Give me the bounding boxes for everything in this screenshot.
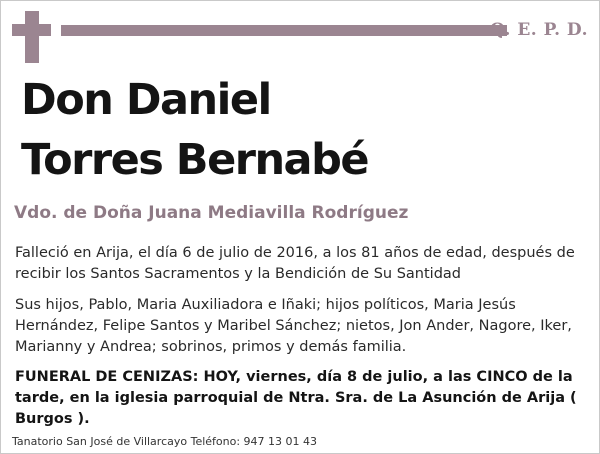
funeral-home-footer: Tanatorio San José de Villarcayo Teléfono: 947 13 01 43 bbox=[12, 435, 318, 448]
deceased-name-line1: Don Daniel bbox=[21, 75, 271, 125]
deceased-name-line2: Torres Bernabé bbox=[21, 135, 369, 185]
widow-of-subtitle: Vdo. de Doña Juana Mediavilla Rodríguez bbox=[14, 203, 409, 223]
qepd-label: Q. E. P. D. bbox=[490, 20, 588, 40]
cross-icon bbox=[25, 11, 39, 63]
header-rule bbox=[61, 25, 507, 36]
family-paragraph: Sus hijos, Pablo, Maria Auxiliadora e Iñaki; hijos políticos, Maria Jesús Hernández, Felipe Santos y Maribel Sánchez; nietos, Jon Ander, Nagore, Iker, Marianny y Andrea; sobrinos, primos y demás familia. bbox=[15, 297, 572, 355]
cross-icon-bar bbox=[12, 24, 51, 36]
funeral-paragraph: FUNERAL DE CENIZAS: HOY, viernes, día 8 de julio, a las CINCO de la tarde, en la iglesia parroquial de Ntra. Sra. de La Asunción de Arija ( Burgos ). bbox=[15, 369, 577, 427]
death-notice-paragraph: Falleció en Arija, el día 6 de julio de 2016, a los 81 años de edad, después de recibir los Santos Sacramentos y la Bendición de Su Santidad bbox=[15, 245, 575, 282]
